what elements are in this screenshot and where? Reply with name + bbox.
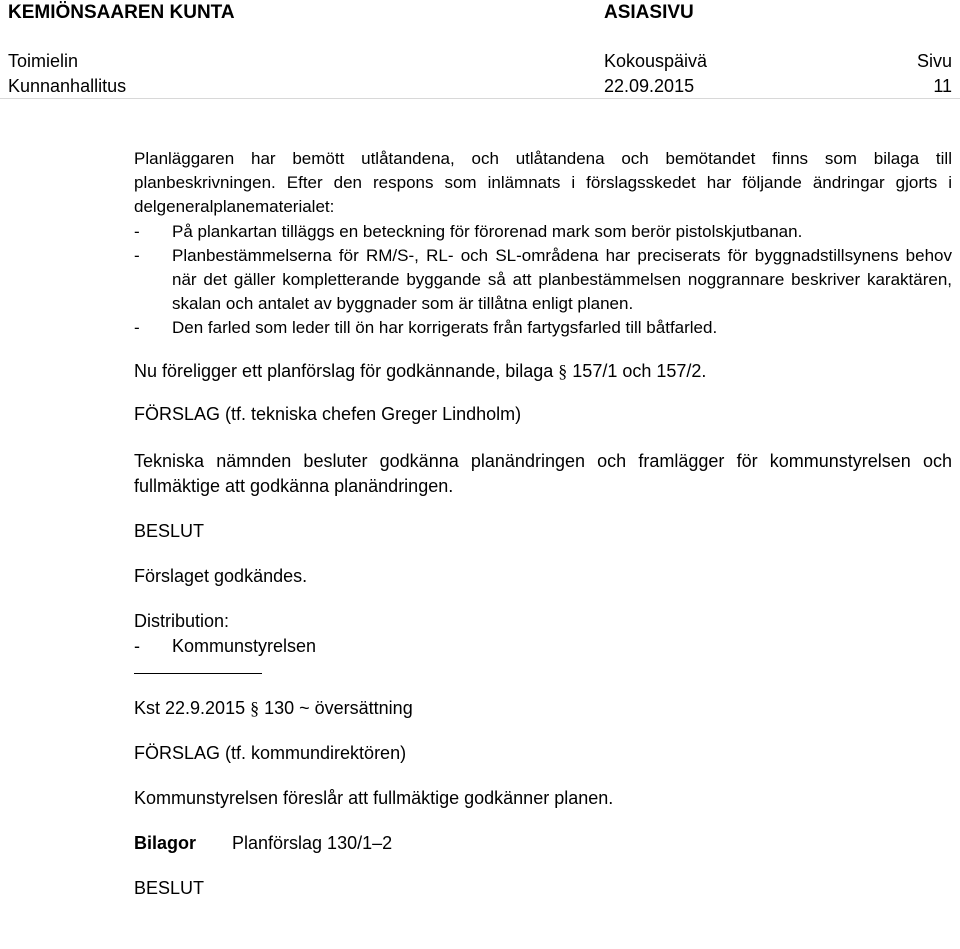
- distribution-recipient: Kommunstyrelsen: [172, 635, 317, 656]
- header-divider: [0, 98, 960, 99]
- attachments-value: Planförslag 130/1–2: [232, 832, 393, 853]
- decision-heading-2: BESLUT: [134, 877, 205, 898]
- decision-heading: BESLUT: [134, 520, 205, 541]
- intro-paragraph: Planläggaren har bemött utlåtandena, och utlåtandena och bemötandet finns som bilaga till planbeskrivningen. Efter den respons som inlämnats i förslagsskedet har följande ändringar gjorts i delgeneralplanematerialet:: [134, 149, 952, 217]
- page-label: Sivu: [916, 51, 952, 71]
- distribution-item: [134, 634, 952, 659]
- approved-text: Förslaget godkändes.: [134, 565, 308, 586]
- meeting-date-label: Kokouspäivä: [604, 51, 708, 71]
- change-item: [134, 220, 952, 244]
- proposal-tech-heading: FÖRSLAG (tf. tekniska chefen Greger Lindholm): [134, 403, 522, 424]
- list-dash: -: [134, 245, 140, 265]
- page-number: 11: [933, 76, 952, 96]
- proposal-manager-heading: FÖRSLAG (tf. kommundirektören): [134, 742, 407, 763]
- organization-name: KEMIÖNSAAREN KUNTA: [8, 2, 235, 23]
- attachments-line: [134, 831, 952, 856]
- section-sign: §: [558, 360, 568, 381]
- proposal-line: Nu föreligger ett planförslag för godkännande, bilaga § 157/1 och 157/2.: [134, 360, 707, 381]
- list-dash: -: [134, 318, 140, 338]
- change-item-text: Den farled som leder till ön har korrigerats från fartygsfarled till båtfarled.: [172, 318, 718, 338]
- meeting-date-value: 22.09.2015: [604, 76, 695, 96]
- kst-reference: Kst 22.9.2015 § 130 ~ översättning: [134, 697, 413, 718]
- list-dash: -: [134, 221, 140, 241]
- section-sign: §: [250, 697, 260, 718]
- tech-decision-paragraph: Tekniska nämnden besluter godkänna planändringen och framlägger för kommunstyrelsen och fullmäktige att godkänna planändringen.: [134, 450, 952, 496]
- separator-line: [134, 659, 262, 674]
- change-item-text: Planbestämmelserna för RM/S-, RL- och SL-områdena har preciserats för byggnadstillsynens behov när det gäller kompletterande byggande så att planbestämmelsen noggrannare beskriver karaktären, skalan och antalet av byggnader som är tillåtna enligt planen.: [172, 245, 952, 314]
- list-dash: -: [134, 635, 140, 656]
- attachments-label: Bilagor: [134, 832, 197, 853]
- change-item: [134, 244, 952, 317]
- document-type: ASIASIVU: [604, 2, 694, 23]
- ks-proposal-text: Kommunstyrelsen föreslår att fullmäktige godkänner planen.: [134, 787, 614, 808]
- body-label: Toimielin: [8, 51, 79, 71]
- document-body: [134, 147, 952, 901]
- body-value: Kunnanhallitus: [8, 76, 127, 96]
- change-item: [134, 316, 952, 340]
- distribution-label: Distribution:: [134, 610, 230, 631]
- change-item-text: På plankartan tilläggs en beteckning för förorenad mark som berör pistolskjutbanan.: [172, 221, 803, 241]
